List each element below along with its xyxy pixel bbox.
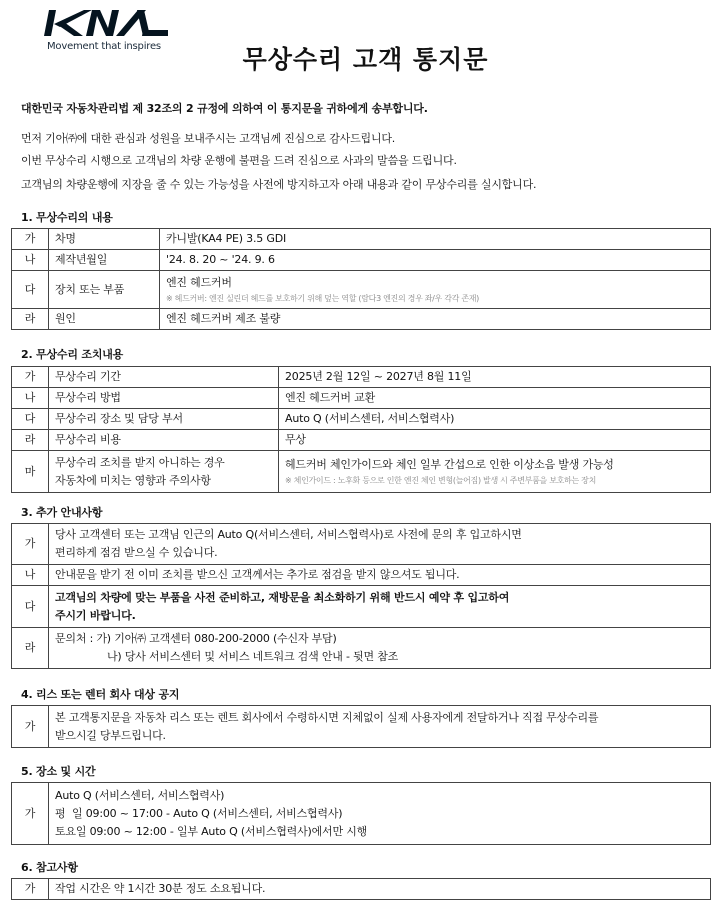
row-mark: 라	[12, 628, 49, 669]
row-value: 엔진 헤드커버 제조 불량	[160, 309, 711, 330]
table-row	[12, 430, 711, 451]
row-content	[49, 586, 711, 628]
table-row	[12, 565, 711, 586]
section-5-table	[11, 782, 711, 845]
row-mark: 가	[12, 783, 49, 845]
row-mark: 가	[12, 879, 49, 900]
row-label-line-2: 자동차에 미치는 영향과 주의사항	[55, 473, 211, 487]
page-title: 무상수리 고객 통지문	[242, 45, 489, 74]
row-content	[49, 706, 711, 748]
row-mark: 가	[12, 229, 49, 250]
intro-line-1: 먼저 기아㈜에 대한 관심과 성원을 보내주시는 고객님께 진심으로 감사드립니다.	[21, 132, 396, 145]
row-mark: 다	[12, 271, 49, 309]
row-content	[49, 524, 711, 565]
kia-logo-mark	[44, 8, 168, 38]
row-value: 헤드커버 체인가이드와 체인 일부 간섭으로 인한 이상소음 발생 가능성	[285, 457, 614, 471]
row-mark: 마	[12, 451, 49, 493]
row-line-3: 토요일 09:00 ~ 12:00 - 일부 Auto Q (서비스협력사)에서만 시행	[55, 824, 368, 838]
row-line-2: 나) 당사 서비스센터 및 서비스 네트워크 검색 안내 - 뒷면 참조	[107, 650, 399, 663]
row-line-1: 고객님의 차량에 맞는 부품을 사전 준비하고, 재방문을 최소화하기 위해 반드시 예약 후 입고하여	[55, 590, 510, 604]
section-1-title: 1. 무상수리의 내용	[21, 211, 113, 224]
intro-line-3: 고객님의 차량운행에 지장을 줄 수 있는 가능성을 사전에 방지하고자 아래 내용과 같이 무상수리를 실시합니다.	[21, 178, 537, 191]
row-label-line-1: 무상수리 조치를 받지 아니하는 경우	[55, 455, 225, 469]
row-value: 2025년 2월 12일 ~ 2027년 8월 11일	[279, 367, 711, 388]
row-note: ※ 헤드커버: 엔진 실린더 헤드를 보호하기 위해 덮는 역할 (람다3 엔진의 경우 좌/우 각각 존재)	[166, 293, 480, 303]
row-value-cell	[279, 451, 711, 493]
row-mark: 가	[12, 524, 49, 565]
row-line-1: 안내문을 받기 전 이미 조치를 받으신 고객께서는 추가로 점검을 받지 않으셔도 됩니다.	[49, 565, 711, 586]
row-line-1: Auto Q (서비스센터, 서비스협력사)	[55, 788, 225, 802]
table-row	[12, 524, 711, 565]
row-content	[49, 628, 711, 669]
row-line-2: 받으시길 당부드립니다.	[55, 728, 166, 742]
row-label: 차명	[49, 229, 160, 250]
row-label: 장치 또는 부품	[49, 271, 160, 309]
table-row	[12, 628, 711, 669]
row-line-2: 평 일 09:00 ~ 17:00 - Auto Q (서비스센터, 서비스협력사)	[55, 806, 343, 820]
row-label: 무상수리 장소 및 담당 부서	[49, 409, 279, 430]
table-row	[12, 229, 711, 250]
table-row	[12, 250, 711, 271]
section-6-title: 6. 참고사항	[21, 861, 78, 874]
table-row	[12, 309, 711, 330]
row-label: 원인	[49, 309, 160, 330]
row-label: 무상수리 기간	[49, 367, 279, 388]
row-mark: 가	[12, 706, 49, 748]
row-content	[49, 783, 711, 845]
row-line-1: 본 고객통지문을 자동차 리스 또는 렌트 회사에서 수령하시면 지체없이 실제 사용자에게 전달하거나 직접 무상수리를	[55, 710, 599, 724]
row-line-1: 문의처 : 가) 기아㈜ 고객센터 080-200-2000 (수신자 부담)	[55, 632, 337, 645]
table-row	[12, 409, 711, 430]
table-row	[12, 367, 711, 388]
row-label: 무상수리 방법	[49, 388, 279, 409]
row-mark: 가	[12, 367, 49, 388]
table-row	[12, 783, 711, 845]
row-note: ※ 체인가이드 : 노후화 등으로 인한 엔진 체인 변형(늘어짐) 발생 시 주변부품을 보호하는 장치	[285, 475, 597, 485]
section-4-table	[11, 705, 711, 748]
row-mark: 나	[12, 388, 49, 409]
section-3-title: 3. 추가 안내사항	[21, 506, 103, 519]
section-6-table	[11, 878, 711, 900]
section-2-title: 2. 무상수리 조치내용	[21, 348, 124, 361]
table-row	[12, 271, 711, 309]
row-line-2: 편리하게 점검 받으실 수 있습니다.	[55, 546, 218, 559]
lead-text: 대한민국 자동차관리법 제 32조의 2 규정에 의하여 이 통지문을 귀하에게 송부합니다.	[21, 102, 428, 115]
row-label: 무상수리 비용	[49, 430, 279, 451]
section-5-title: 5. 장소 및 시간	[21, 765, 96, 778]
table-row	[12, 706, 711, 748]
row-value: 무상	[279, 430, 711, 451]
row-mark: 다	[12, 586, 49, 628]
row-value-cell	[160, 271, 711, 309]
row-line-1: 당사 고객센터 또는 고객님 인근의 Auto Q(서비스센터, 서비스협력사)로 사전에 문의 후 입고하시면	[55, 528, 522, 541]
row-mark: 다	[12, 409, 49, 430]
intro-line-2: 이번 무상수리 시행으로 고객님의 차량 운행에 불편을 드려 진심으로 사과의 말씀을 드립니다.	[21, 154, 457, 167]
row-mark: 라	[12, 309, 49, 330]
row-value: '24. 8. 20 ~ '24. 9. 6	[160, 250, 711, 271]
table-row	[12, 879, 711, 900]
table-row	[12, 388, 711, 409]
section-3-table	[11, 523, 711, 669]
row-line-1: 작업 시간은 약 1시간 30분 정도 소요됩니다.	[49, 879, 711, 900]
section-4-title: 4. 리스 또는 렌터 회사 대상 공지	[21, 688, 180, 701]
row-value: 엔진 헤드커버	[166, 275, 232, 289]
row-mark: 라	[12, 430, 49, 451]
section-2-table	[11, 366, 711, 493]
row-value: 카니발(KA4 PE) 3.5 GDI	[160, 229, 711, 250]
row-mark: 나	[12, 250, 49, 271]
row-value: 엔진 헤드커버 교환	[279, 388, 711, 409]
row-value: Auto Q (서비스센터, 서비스협력사)	[279, 409, 711, 430]
row-mark: 나	[12, 565, 49, 586]
section-1-table	[11, 228, 711, 330]
brand-tagline: Movement that inspires	[47, 41, 161, 52]
table-row	[12, 586, 711, 628]
row-label-cell	[49, 451, 279, 493]
table-row	[12, 451, 711, 493]
row-line-2: 주시기 바랍니다.	[55, 608, 136, 622]
row-label: 제작년월일	[49, 250, 160, 271]
